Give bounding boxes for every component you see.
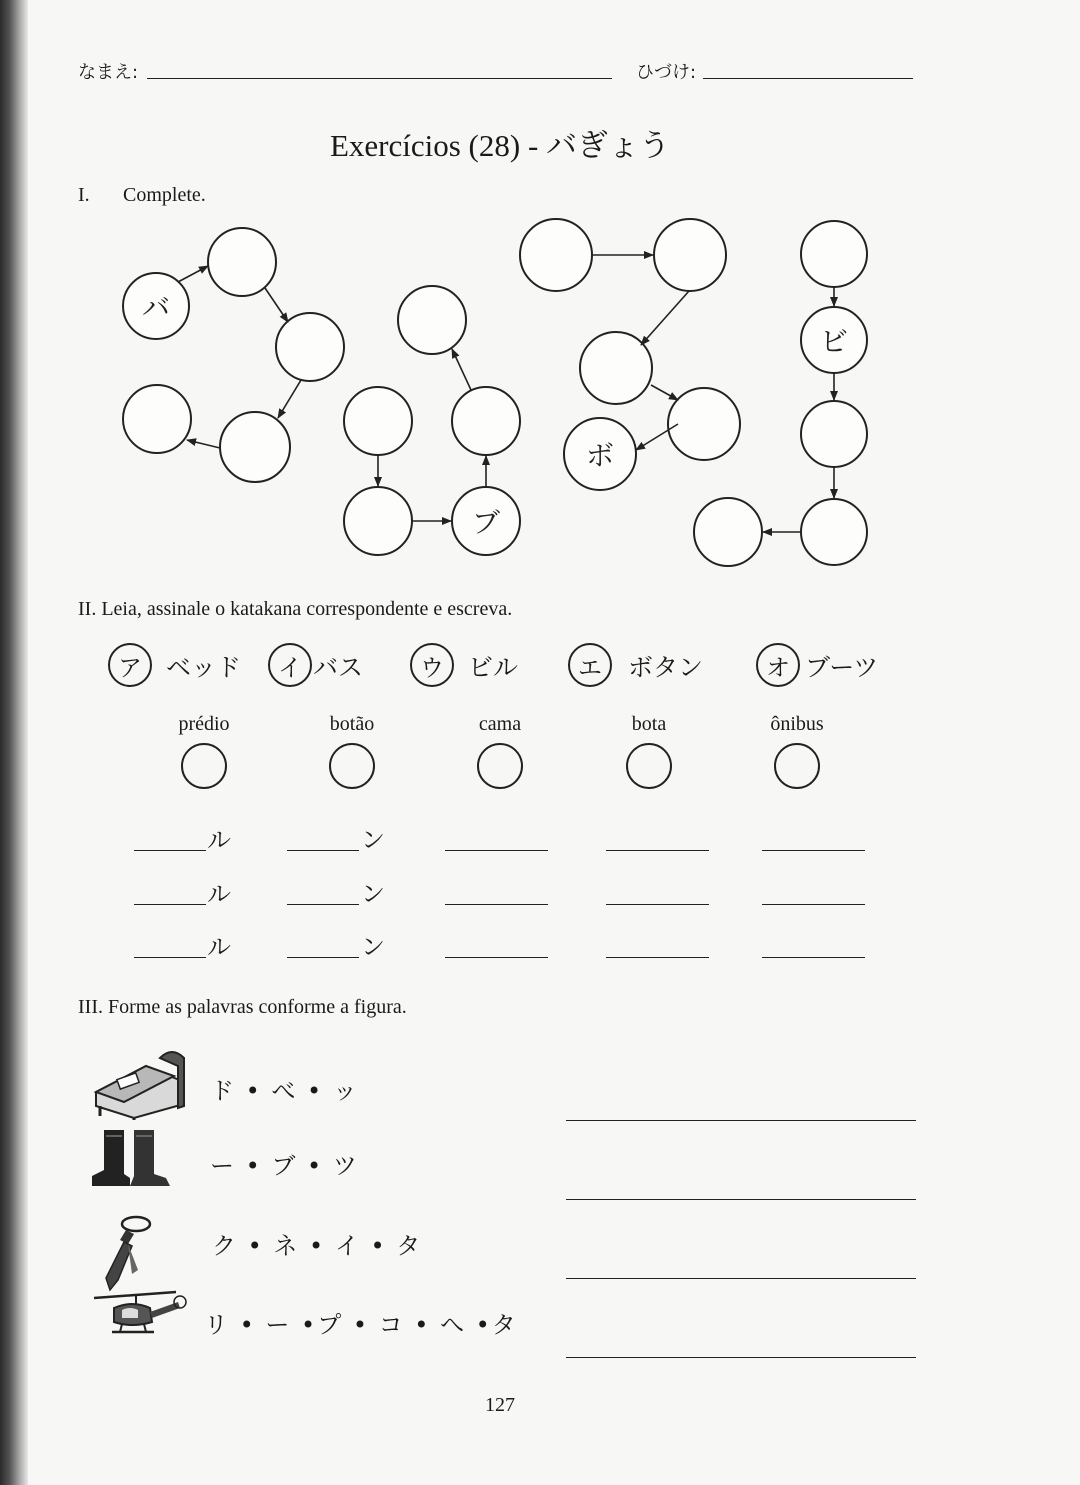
chain2-circle-1[interactable] bbox=[344, 387, 412, 455]
chain4-circle-1[interactable] bbox=[801, 221, 867, 287]
chain1-circle-4[interactable] bbox=[220, 412, 290, 482]
option-e-word: ブーツ bbox=[805, 653, 879, 682]
necktie-icon bbox=[98, 1214, 160, 1292]
chain4-circle-3[interactable] bbox=[801, 401, 867, 467]
write-line-r1-c4[interactable] bbox=[606, 850, 709, 851]
meaning-5: ônibus bbox=[770, 713, 824, 735]
section1-instruction: Complete. bbox=[123, 184, 206, 206]
write-line-r1-c5[interactable] bbox=[762, 850, 865, 851]
chain4-circle-5[interactable] bbox=[694, 498, 762, 566]
chain3-circle-1[interactable] bbox=[520, 219, 592, 291]
given-kana-bo: ボ bbox=[585, 439, 615, 472]
write-line-r1-c1[interactable] bbox=[134, 850, 206, 851]
answer-line-1[interactable] bbox=[566, 1120, 916, 1121]
section1-diagram bbox=[0, 200, 1080, 580]
write-line-r3-c3[interactable] bbox=[445, 957, 548, 958]
option-b-marker[interactable]: イ bbox=[268, 643, 312, 687]
answer-line-2[interactable] bbox=[566, 1199, 916, 1200]
chain4-circle-4[interactable] bbox=[801, 499, 867, 565]
suffix-r2-c2: ン bbox=[361, 880, 385, 908]
letters-row-1: ド • べ • ッ bbox=[210, 1077, 359, 1105]
section3-instruction: III. Forme as palavras conforme a figura. bbox=[78, 996, 407, 1018]
write-line-r1-c3[interactable] bbox=[445, 850, 548, 851]
date-label: ひづけ: bbox=[636, 62, 697, 83]
helicopter-icon bbox=[92, 1288, 188, 1340]
answer-line-4[interactable] bbox=[566, 1357, 916, 1358]
suffix-r2-c1: ル bbox=[207, 880, 231, 908]
meaning-3: cama bbox=[478, 713, 522, 735]
suffix-r1-c2: ン bbox=[361, 826, 385, 854]
letters-row-2: ー • ブ • ツ bbox=[210, 1152, 359, 1180]
chain2-circle-2[interactable] bbox=[344, 487, 412, 555]
bed-icon bbox=[88, 1046, 188, 1120]
option-a-word: ベッド bbox=[166, 653, 242, 682]
option-c-word: ビル bbox=[468, 653, 519, 682]
option-d-word: ボタン bbox=[628, 653, 704, 682]
chain3-circle-4[interactable] bbox=[668, 388, 740, 460]
meaning-4: bota bbox=[631, 713, 667, 735]
answer-line-3[interactable] bbox=[566, 1278, 916, 1279]
chain2-circle-5[interactable] bbox=[398, 286, 466, 354]
name-label: なまえ: bbox=[78, 62, 139, 83]
chain3-circle-3[interactable] bbox=[580, 332, 652, 404]
given-kana-bi: ビ bbox=[819, 325, 849, 358]
chain3-circle-2[interactable] bbox=[654, 219, 726, 291]
letters-row-4: リ • ー •プ • コ • へ •タ bbox=[204, 1311, 518, 1339]
given-kana-ba: バ bbox=[141, 291, 171, 324]
name-field-line[interactable] bbox=[147, 78, 612, 79]
write-line-r2-c5[interactable] bbox=[762, 904, 865, 905]
boots-icon bbox=[90, 1128, 172, 1190]
answer-circle-3[interactable] bbox=[477, 743, 523, 789]
option-e-marker[interactable]: オ bbox=[756, 643, 800, 687]
write-line-r2-c2[interactable] bbox=[287, 904, 359, 905]
chain1-circle-3[interactable] bbox=[276, 313, 344, 381]
meaning-2: botão bbox=[329, 713, 375, 735]
letters-row-3: ク • ネ • イ • タ bbox=[212, 1232, 423, 1260]
write-line-r1-c2[interactable] bbox=[287, 850, 359, 851]
option-a-marker[interactable]: ア bbox=[108, 643, 152, 687]
chain1-circle-2[interactable] bbox=[208, 228, 276, 296]
write-line-r3-c2[interactable] bbox=[287, 957, 359, 958]
suffix-r1-c1: ル bbox=[207, 826, 231, 854]
page-number: 127 bbox=[485, 1394, 515, 1416]
write-line-r2-c4[interactable] bbox=[606, 904, 709, 905]
section1-number: I. bbox=[78, 184, 90, 206]
option-d-marker[interactable]: エ bbox=[568, 643, 612, 687]
write-line-r2-c1[interactable] bbox=[134, 904, 206, 905]
given-kana-bu: ブ bbox=[471, 506, 501, 539]
answer-circle-1[interactable] bbox=[181, 743, 227, 789]
page-title: Exercícios (28) - バぎょう bbox=[329, 128, 671, 163]
write-line-r3-c4[interactable] bbox=[606, 957, 709, 958]
suffix-r3-c2: ン bbox=[361, 933, 385, 961]
chain1-circle-5[interactable] bbox=[123, 385, 191, 453]
write-line-r3-c1[interactable] bbox=[134, 957, 206, 958]
suffix-r3-c1: ル bbox=[207, 933, 231, 961]
option-b-word: バス bbox=[313, 653, 364, 682]
answer-circle-2[interactable] bbox=[329, 743, 375, 789]
option-c-marker[interactable]: ウ bbox=[410, 643, 454, 687]
meaning-1: prédio bbox=[178, 713, 230, 735]
chain2-circle-4[interactable] bbox=[452, 387, 520, 455]
date-field-line[interactable] bbox=[703, 78, 913, 79]
answer-circle-5[interactable] bbox=[774, 743, 820, 789]
write-line-r2-c3[interactable] bbox=[445, 904, 548, 905]
section2-instruction: II. Leia, assinale o katakana correspondente e escreva. bbox=[78, 598, 513, 620]
answer-circle-4[interactable] bbox=[626, 743, 672, 789]
write-line-r3-c5[interactable] bbox=[762, 957, 865, 958]
